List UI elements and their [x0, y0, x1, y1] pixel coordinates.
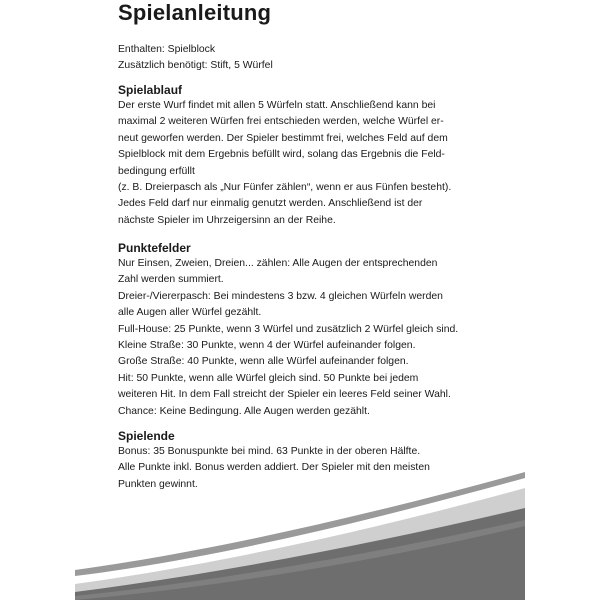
materials-info [118, 42, 273, 75]
text-line: Große Straße: 40 Punkte, wenn alle Würfel aufeinander folgen. [118, 356, 409, 368]
text-line: Der erste Wurf findet mit allen 5 Würfeln statt. Anschließend kann bei [118, 100, 436, 111]
section-body [118, 98, 508, 229]
text-line: Hit: 50 Punkte, wenn alle Würfel gleich sind. 50 Punkte bei jedem [118, 372, 419, 384]
text-line: Kleine Straße: 30 Punkte, wenn 4 der Würfel aufeinander folgen. [118, 340, 416, 352]
text-line: alle Augen aller Würfel gezählt. [118, 307, 262, 319]
section-heading: Spielende [118, 429, 175, 443]
needed-line: Zusätzlich benötigt: Stift, 5 Würfel [118, 60, 273, 72]
section-body [118, 256, 508, 420]
text-line: Chance: Keine Bedingung. Alle Augen werden gezählt. [118, 405, 370, 417]
text-line: nächste Spieler im Uhrzeigersinn an der Reihe. [118, 214, 336, 226]
section-heading: Punktefelder [118, 241, 191, 255]
page-title: Spielanleitung [118, 0, 272, 25]
text-line: Bonus: 35 Bonuspunkte bei mind. 63 Punkte in der oberen Hälfte. [118, 446, 421, 457]
text-line: Spielblock mit dem Ergebnis befüllt wird, solang das Ergebnis die Feld- [118, 149, 445, 161]
swoosh-decoration [0, 470, 600, 600]
section-spielablauf [118, 82, 508, 229]
text-line: (z. B. Dreierpasch als „Nur Fünfer zählen“, wenn er aus Fünfen besteht). [118, 182, 452, 194]
text-line: Jedes Feld darf nur einmalig genutzt werden. Anschließend ist der [118, 198, 423, 210]
text-line: maximal 2 weiteren Würfen frei entschieden werden, welche Würfel er- [118, 116, 444, 128]
text-line: weiteren Hit. In dem Fall streicht der Spieler ein leeres Feld seiner Wahl. [118, 389, 451, 401]
contents-line: Enthalten: Spielblock [118, 44, 216, 55]
text-line: Punkten gewinnt. [118, 478, 198, 490]
text-line: neut geworfen werden. Der Spieler bestimmt frei, welches Feld auf dem [118, 132, 448, 144]
text-line: Zahl werden summiert. [118, 274, 224, 286]
section-heading: Spielablauf [118, 83, 183, 97]
text-line: Full-House: 25 Punkte, wenn 3 Würfel und zusätzlich 2 Würfel gleich sind. [118, 323, 459, 335]
text-line: Alle Punkte inkl. Bonus werden addiert. Der Spieler mit den meisten [118, 462, 430, 474]
section-punktefelder [118, 240, 508, 420]
text-line: bedingung erfüllt [118, 165, 195, 177]
text-line: Dreier-/Viererpasch: Bei mindestens 3 bzw. 4 gleichen Würfeln werden [118, 290, 443, 302]
text-line: Nur Einsen, Zweien, Dreien... zählen: Alle Augen der entsprechenden [118, 258, 438, 269]
